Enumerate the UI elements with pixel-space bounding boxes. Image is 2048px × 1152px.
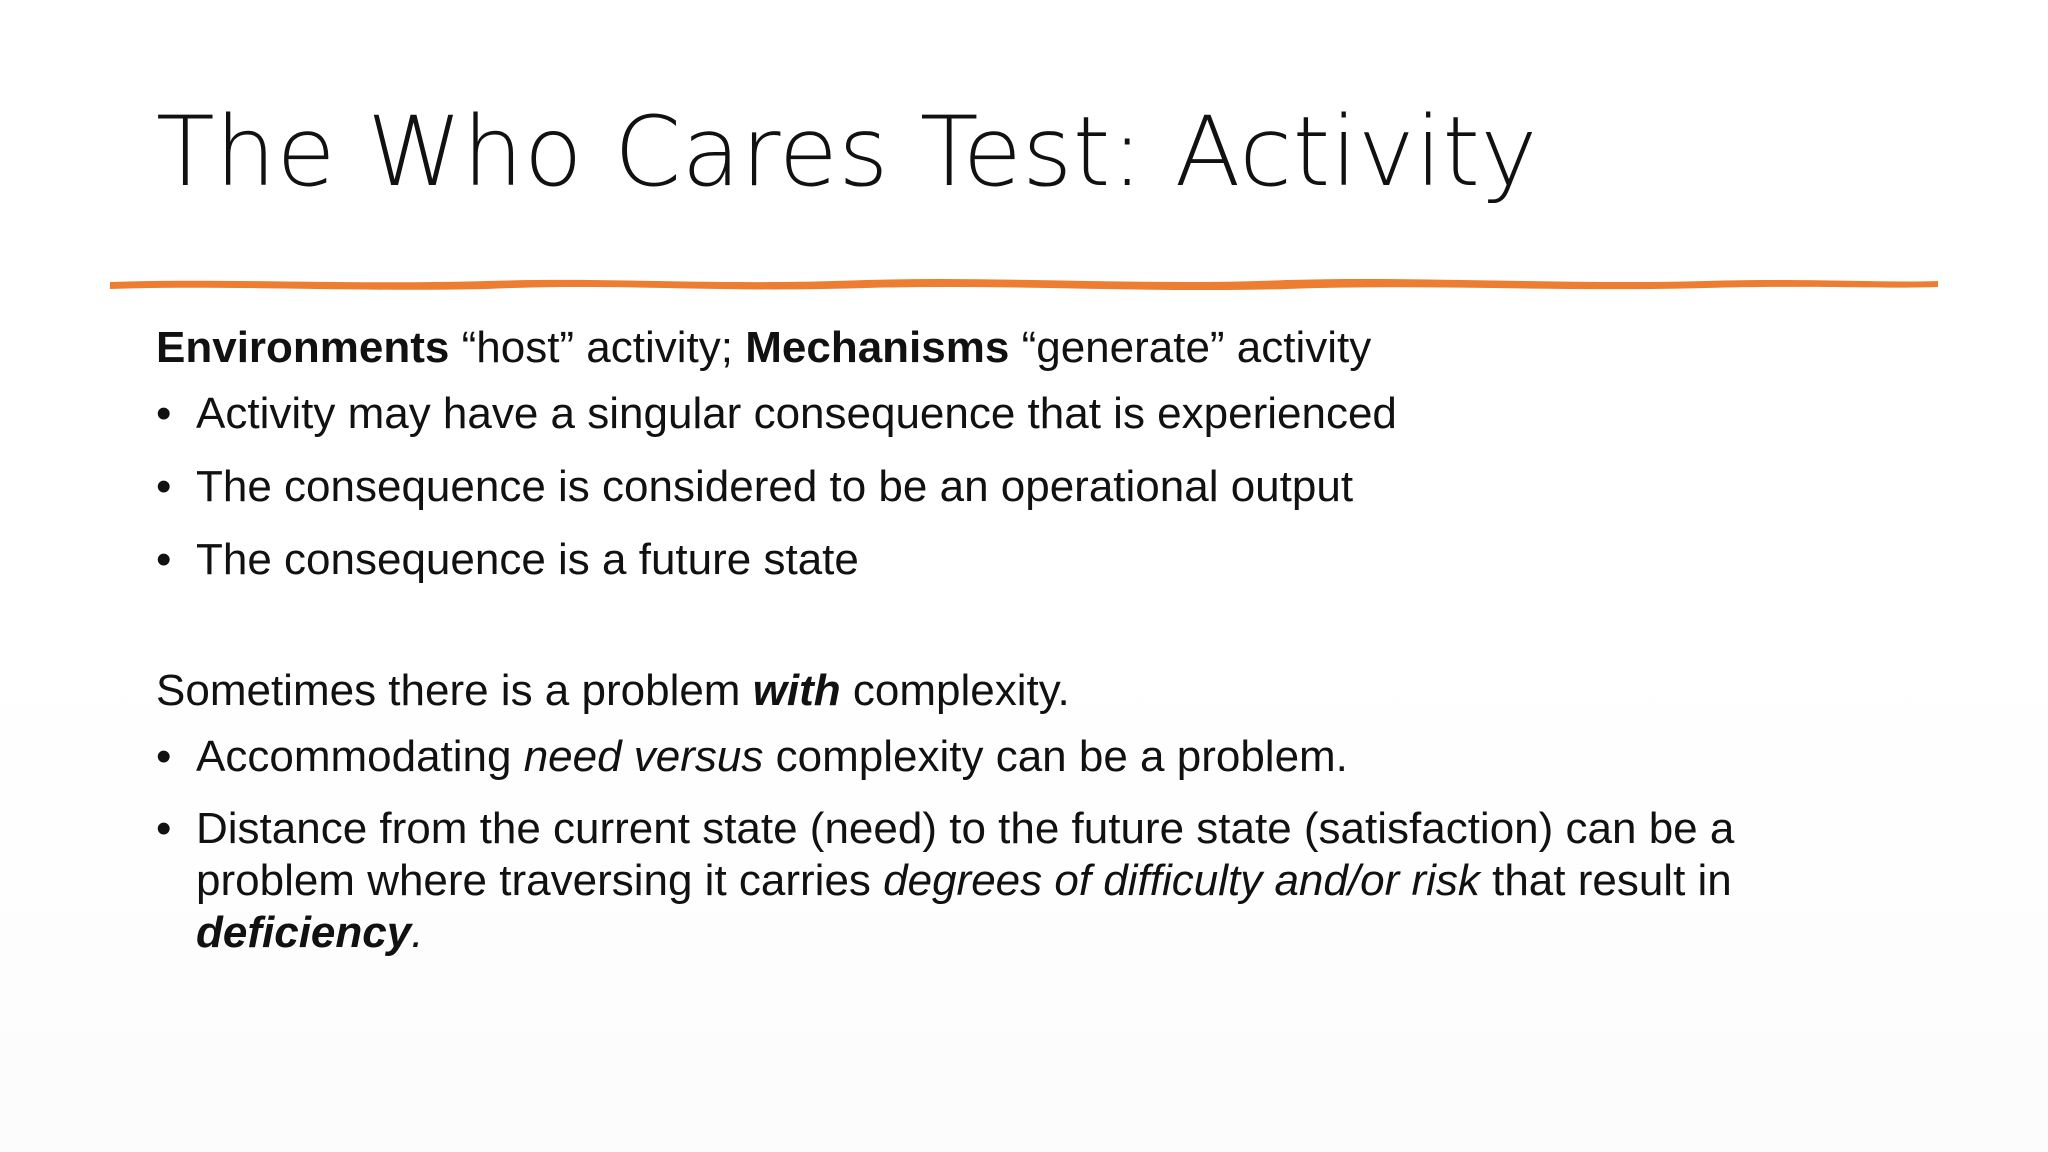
activity-bullet-list bbox=[156, 388, 1956, 586]
complexity-bullet-list bbox=[156, 731, 1956, 960]
list-item bbox=[156, 731, 1956, 783]
term-mechanisms: Mechanisms bbox=[745, 323, 1010, 372]
intro-text: Sometimes there is a problem bbox=[156, 665, 753, 715]
section-intro-environments bbox=[156, 322, 1956, 374]
bullet-text: . bbox=[411, 908, 424, 958]
intro-text: “host” activity; bbox=[449, 323, 746, 372]
title-underline bbox=[106, 268, 1942, 298]
emphasis-difficulty-risk: degrees of difficulty and/or risk bbox=[883, 856, 1480, 906]
list-item bbox=[156, 803, 1876, 959]
bullet-text: that result in bbox=[1479, 856, 1732, 906]
emphasis-need-versus: need versus bbox=[523, 731, 764, 781]
slide-title: The Who Cares Test: Activity bbox=[156, 96, 1538, 208]
intro-text: “generate” activity bbox=[1009, 323, 1372, 372]
list-item: • The consequence is considered to be an operational output bbox=[156, 461, 1956, 513]
bullet-text: Accommodating bbox=[196, 731, 524, 781]
slide-body bbox=[156, 322, 1956, 980]
term-environments: Environments bbox=[156, 323, 450, 372]
list-item: • The consequence is a future state bbox=[156, 534, 1956, 586]
list-item: • Activity may have a singular consequence that is experienced bbox=[156, 388, 1956, 440]
intro-text: complexity. bbox=[840, 665, 1070, 715]
spacer bbox=[156, 607, 1956, 665]
bullet-text: Distance from the current state (need) to the future state (satisfaction) can be a problem where traversing it carries bbox=[196, 804, 1735, 906]
emphasis-with: with bbox=[752, 665, 841, 715]
bullet-text: complexity can be a problem. bbox=[763, 731, 1348, 781]
emphasis-deficiency: deficiency bbox=[196, 908, 412, 958]
section-intro-complexity bbox=[156, 665, 1956, 717]
